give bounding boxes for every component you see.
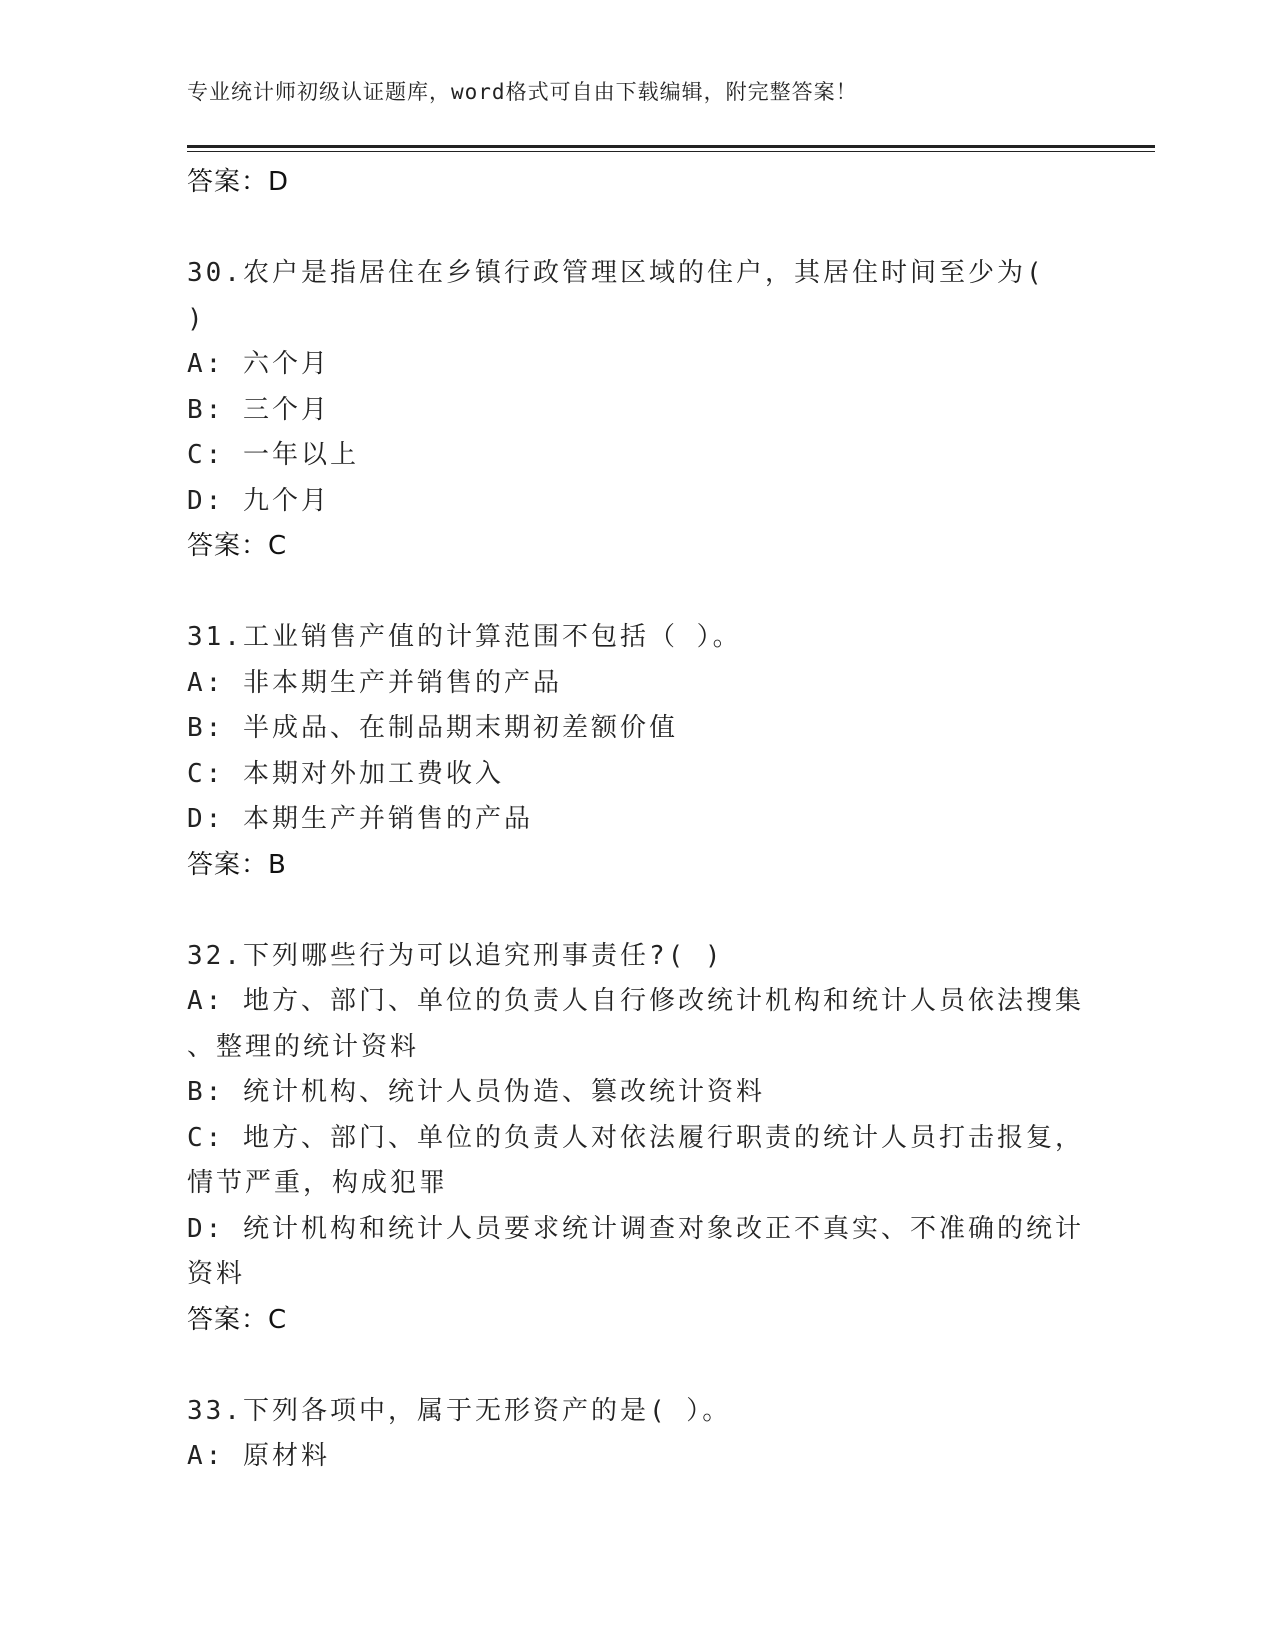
option-b: B: 统计机构、统计人员伪造、篡改统计资料 (187, 1077, 765, 1107)
question-30 (187, 251, 1087, 570)
question-stem: 32.下列哪些行为可以追究刑事责任?( ) (187, 940, 724, 971)
answer-line: 答案：D (187, 167, 290, 197)
header-rule-thin (187, 151, 1155, 152)
option-a-continued: 、整理的统计资料 (187, 1031, 420, 1062)
page-header: 专业统计师初级认证题库，word格式可自由下载编辑，附完整答案！ (187, 80, 858, 104)
option-d-continued: 资料 (187, 1259, 246, 1289)
question-stem: 33.下列各项中，属于无形资产的是( ）。 (187, 1395, 732, 1426)
option-b: B: 半成品、在制品期末期初差额价值 (187, 713, 678, 743)
spacer (187, 206, 1087, 252)
option-c-continued: 情节严重，构成犯罪 (187, 1168, 449, 1198)
option-a: A: 非本期生产并销售的产品 (187, 667, 562, 698)
question-32 (187, 934, 1087, 1344)
question-list (187, 160, 1087, 1480)
option-c: C: 一年以上 (187, 440, 359, 470)
answer-line: 答案：C (187, 1304, 288, 1335)
option-b: B: 三个月 (187, 394, 330, 425)
option-a: A: 地方、部门、单位的负责人自行修改统计机构和统计人员依法搜集 (187, 986, 1084, 1016)
option-d: D: 本期生产并销售的产品 (187, 804, 533, 834)
question-stem: ) (187, 303, 206, 334)
answer-line: 答案：B (187, 849, 287, 880)
option-d: D: 九个月 (187, 485, 330, 516)
question-33 (187, 1389, 1087, 1480)
spacer (187, 1343, 1087, 1389)
option-a: A: 六个月 (187, 349, 330, 379)
question-stem: 31.工业销售产值的计算范围不包括（ ）。 (187, 622, 742, 652)
option-c: C: 本期对外加工费收入 (187, 758, 504, 789)
question-31 (187, 615, 1087, 888)
spacer (187, 888, 1087, 934)
header-rule-thick (187, 145, 1155, 148)
spacer (187, 570, 1087, 616)
question-stem: 30.农户是指居住在乡镇行政管理区域的住户，其居住时间至少为( (187, 258, 1045, 288)
option-d: D: 统计机构和统计人员要求统计调查对象改正不真实、不准确的统计 (187, 1213, 1084, 1244)
option-c: C: 地方、部门、单位的负责人对依法履行职责的统计人员打击报复， (187, 1122, 1084, 1153)
option-a: A: 原材料 (187, 1441, 330, 1471)
answer-line: 答案：C (187, 531, 288, 561)
